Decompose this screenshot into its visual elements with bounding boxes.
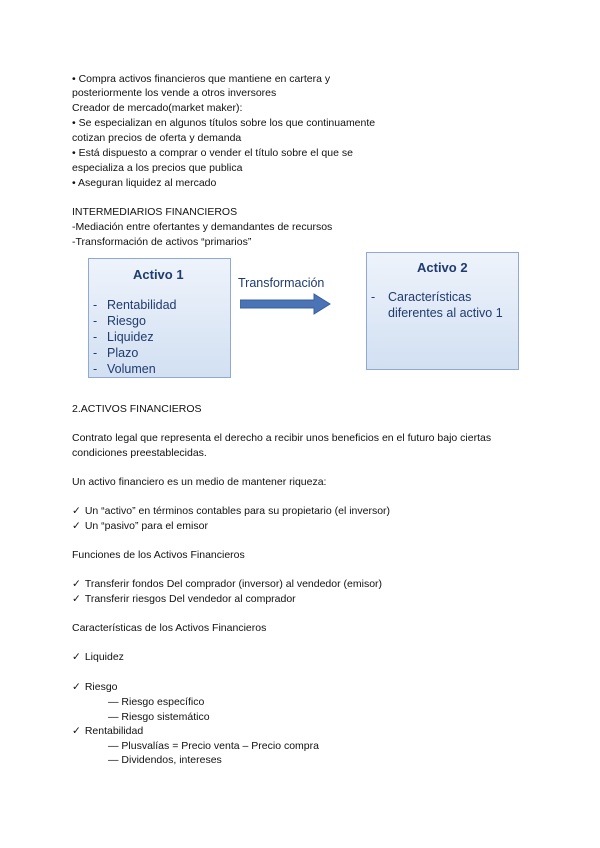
transformacion-label: Transformación xyxy=(238,276,325,290)
intro-line-2: posteriormente los vende a otros inversores xyxy=(72,87,277,99)
caracteristica-rentabilidad: ✓ Rentabilidad xyxy=(72,725,144,737)
activo-1-item: - Liquidez xyxy=(93,330,154,344)
intro-line-3: Creador de mercado(market maker): xyxy=(72,102,243,114)
rentabilidad-sub-item: — Plusvalías = Precio venta – Precio compra xyxy=(108,740,319,752)
caracteristica-riesgo: ✓ Riesgo xyxy=(72,681,118,693)
check-icon: ✓ xyxy=(72,578,81,590)
activo-2-box xyxy=(366,252,519,370)
transformation-arrow-icon xyxy=(240,293,332,315)
funciones-heading: Funciones de los Activos Financieros xyxy=(72,549,245,561)
intro-line-8: • Aseguran liquidez al mercado xyxy=(72,177,217,189)
caracteristicas-heading: Características de los Activos Financieros xyxy=(72,622,267,634)
check-icon: ✓ xyxy=(72,651,81,663)
activo-2-item: - Características xyxy=(371,290,472,304)
activo-1-item: - Rentabilidad xyxy=(93,298,177,312)
intro-line-7: especializa a los precios que publica xyxy=(72,162,243,174)
rentabilidad-sub-item: — Dividendos, intereses xyxy=(108,754,222,766)
activo-1-item: - Riesgo xyxy=(93,314,146,328)
wealth-item: ✓ Un “pasivo” para el emisor xyxy=(72,520,208,532)
check-icon: ✓ xyxy=(72,681,81,693)
intro-line-5: cotizan precios de oferta y demanda xyxy=(72,132,242,144)
wealth-intro: Un activo financiero es un medio de mantener riqueza: xyxy=(72,476,327,488)
check-icon: ✓ xyxy=(72,725,81,737)
check-icon: ✓ xyxy=(72,593,81,605)
intermediarios-heading: INTERMEDIARIOS FINANCIEROS xyxy=(72,206,238,218)
intro-line-1: • Compra activos financieros que mantiene en cartera y xyxy=(72,73,331,85)
activo-2-item: diferentes al activo 1 xyxy=(388,306,503,320)
activo-1-item: - Volumen xyxy=(93,362,156,376)
caracteristica-liquidez: ✓ Liquidez xyxy=(72,651,124,663)
funciones-item: ✓ Transferir riesgos Del vendedor al comprador xyxy=(72,593,296,605)
activo-2-title: Activo 2 xyxy=(417,260,468,275)
intro-line-4: • Se especializan en algunos títulos sobre los que continuamente xyxy=(72,117,376,129)
intermediarios-line-2: -Transformación de activos “primarios” xyxy=(72,236,252,248)
definition-line-1: Contrato legal que representa el derecho a recibir unos beneficios en el futuro bajo ciertas xyxy=(72,432,492,444)
intro-line-6: • Está dispuesto a comprar o vender el título sobre el que se xyxy=(72,147,353,159)
check-icon: ✓ xyxy=(72,505,81,517)
funciones-item: ✓ Transferir fondos Del comprador (inversor) al vendedor (emisor) xyxy=(72,578,383,590)
section-2-heading: 2.ACTIVOS FINANCIEROS xyxy=(72,403,202,415)
definition-line-2: condiciones preestablecidas. xyxy=(72,447,207,459)
activo-1-title: Activo 1 xyxy=(133,267,184,282)
check-icon: ✓ xyxy=(72,520,81,532)
activo-1-item: - Plazo xyxy=(93,346,139,360)
activo-1-box xyxy=(88,258,231,378)
riesgo-sub-item: — Riesgo sistemático xyxy=(108,711,210,723)
intermediarios-line-1: -Mediación entre ofertantes y demandantes de recursos xyxy=(72,221,333,233)
wealth-item: ✓ Un “activo” en términos contables para su propietario (el inversor) xyxy=(72,505,391,517)
riesgo-sub-item: — Riesgo específico xyxy=(108,696,205,708)
